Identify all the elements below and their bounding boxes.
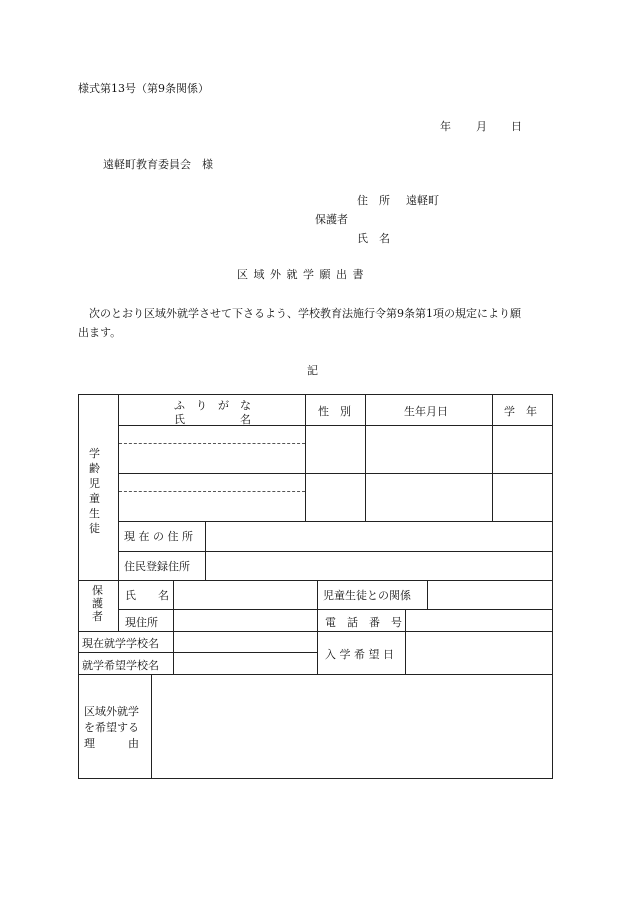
applicant-address-label: 住 所 (357, 194, 390, 207)
application-form-table (78, 394, 553, 779)
guardian-address-label: 現住所 (125, 616, 158, 629)
furigana-label: ふ り が な (174, 399, 251, 412)
phone-label: 電 話 番 号 (325, 616, 402, 629)
form-number: 様式第13号（第9条関係） (78, 82, 209, 95)
body-text-line2: 出ます。 (78, 326, 122, 339)
birthdate-label: 生年月日 (404, 405, 448, 418)
relation-label: 児童生徒との関係 (323, 589, 411, 602)
current-address-label: 現 在 の 住 所 (124, 530, 193, 543)
enrollment-date-label: 入 学 希 望 日 (325, 648, 394, 661)
date-day-label: 日 (511, 120, 522, 133)
current-school-label: 現在就学学校名 (82, 637, 159, 650)
registered-address-label: 住民登録住所 (124, 560, 190, 573)
addressee: 遠軽町教育委員会 様 (103, 158, 213, 171)
applicant-name-label: 氏 名 (357, 232, 390, 245)
gender-label: 性 別 (318, 405, 351, 418)
guardian-name-label: 氏 名 (125, 589, 169, 602)
date-month-label: 月 (476, 120, 487, 133)
document-title: 区 域 外 就 学 願 出 書 (237, 268, 365, 281)
student-section-label: 学 齢 児 童 生 徒 (89, 447, 100, 535)
grade-label: 学 年 (504, 405, 537, 418)
body-text-line1: 次のとおり区域外就学させて下さるよう、学校教育法施行令第9条第1項の規定により願 (78, 307, 521, 320)
applicant-address-value: 遠軽町 (406, 194, 439, 207)
reason-label: 区域外就学 を希望する 理 由 (84, 705, 139, 750)
date-year-label: 年 (440, 120, 451, 133)
desired-school-label: 就学希望学校名 (82, 659, 159, 672)
ki-label: 記 (307, 364, 318, 377)
guardian-section-label: 保 護 者 (92, 584, 103, 623)
student-name-label: 氏 名 (174, 413, 251, 426)
applicant-guardian-label: 保護者 (315, 213, 348, 226)
